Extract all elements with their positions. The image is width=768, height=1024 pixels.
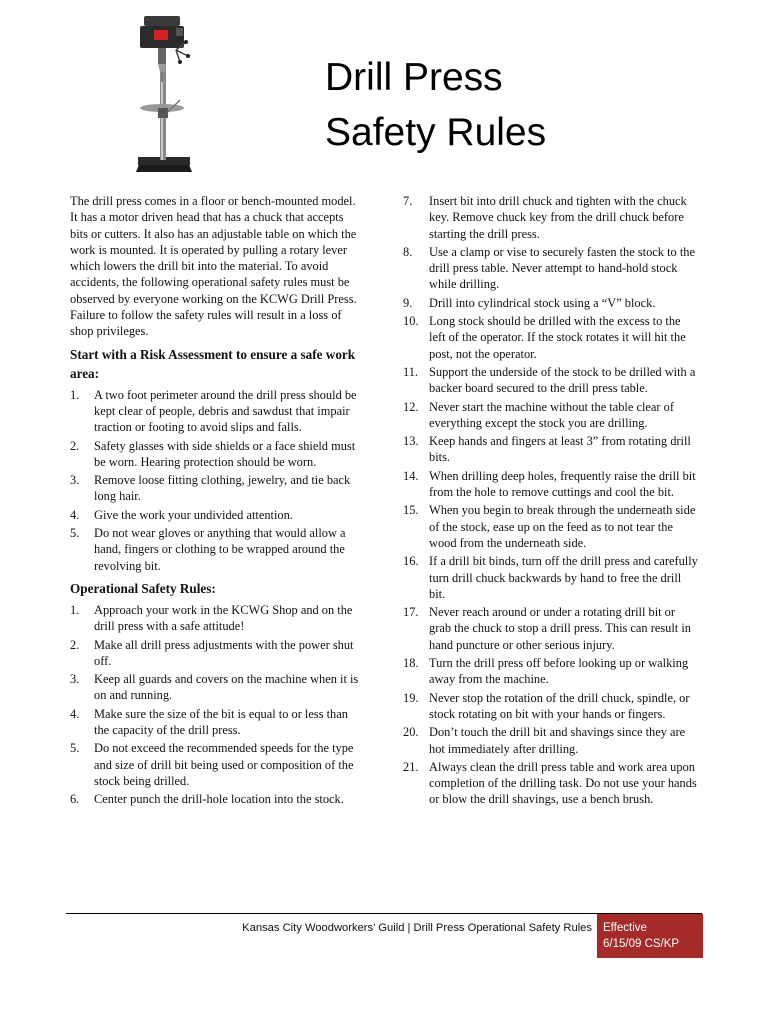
operational-rules-heading: Operational Safety Rules: <box>70 580 216 596</box>
effective-label: Effective <box>603 922 647 934</box>
drill-press-icon <box>118 12 210 180</box>
risk-assessment-heading: Start with a Risk Assessment to ensure a safe work area: <box>70 346 356 381</box>
title-line-1: Drill Press <box>325 56 503 99</box>
intro-paragraph: The drill press comes in a floor or bench-mounted model. It has a motor driven head that has a chuck that accepts bits or cutters. It also has an adjustable table on which the work is mounted. It is operated by pulling a rotary lever which lowers the drill bit into the material. To avoid accidents, the following operational safety rules must be observed by everyone working on the KCWG Drill Press. Failure to follow the safety rules will result in a loss of shop privileges. <box>70 194 357 339</box>
list-item: 1. Approach your work in the KCWG Shop and on the drill press with a safe attitude! <box>70 602 353 634</box>
list-item: 16. If a drill bit binds, turn off the drill press and carefully turn drill chuck backwards by hand to free the drill bit. <box>403 554 698 601</box>
list-item: 17. Never reach around or under a rotating drill bit or grab the chuck to stop a drill press. This can result in hand puncture or other serious injury. <box>403 605 691 652</box>
title-line-2: Safety Rules <box>325 111 547 154</box>
list-item: 12. Never start the machine without the table clear of everything except the stock you are drilling. <box>403 399 674 430</box>
list-item: 10. Long stock should be drilled with the excess to the left of the operator. If the stock rotates it will hit the post, not the operator. <box>403 314 686 361</box>
list-item: 11. Support the underside of the stock to be drilled with a backer board secured to the drill press table. <box>403 364 696 396</box>
list-item: 3. Keep all guards and covers on the machine when it is on and running. <box>70 672 359 703</box>
list-item: 14. When drilling deep holes, frequently raise the drill bit from the hole to remove cuttings and cool the bit. <box>403 468 696 500</box>
list-item: 13. Keep hands and fingers at least 3” from rotating drill bits. <box>403 434 691 465</box>
list-item: 2. Make all drill press adjustments with the power shut off. <box>70 637 354 668</box>
list-item: 5. Do not exceed the recommended speeds for the type and size of drill bit being used or composition of the stock being drilled. <box>70 741 354 788</box>
list-item: 8. Use a clamp or vise to securely fasten the stock to the drill press table. Never attempt to hand-hold stock while drilling. <box>403 244 695 292</box>
list-item: 2. Safety glasses with side shields or a face shield must be worn. Hearing protection should be worn. <box>70 438 356 469</box>
list-item: 19. Never stop the rotation of the drill chuck, spindle, or stock rotating on bit with your hands or fingers. <box>403 690 690 721</box>
list-item: 20. Don’t touch the drill bit and shavings since they are hot immediately after drilling. <box>403 725 686 756</box>
operational-rules-list-part-2 <box>403 193 698 808</box>
operational-rules-list-part-1 <box>70 602 362 808</box>
list-item: 7. Insert bit into drill chuck and tighten with the chuck key. Remove chuck key from the drill chuck before starting the drill press. <box>403 194 687 241</box>
effective-date: 6/15/09 CS/KP <box>603 938 680 950</box>
list-item: 15. When you begin to break through the underneath side of the stock, ease up on the feed as to not tear the wood from the underneath side. <box>403 503 696 550</box>
page-title <box>325 50 546 160</box>
list-item: 9. Drill into cylindrical stock using a “V” block. <box>403 295 656 310</box>
list-item: 4. Make sure the size of the bit is equal to or less than the capacity of the drill press. <box>70 706 348 738</box>
effective-date-badge <box>597 914 703 958</box>
list-item: 4. Give the work your undivided attention. <box>70 507 293 522</box>
right-column <box>403 193 698 810</box>
list-item: 6. Center punch the drill-hole location into the stock. <box>70 792 344 807</box>
list-item: 3. Remove loose fitting clothing, jewelry, and tie back long hair. <box>70 473 351 504</box>
risk-assessment-list <box>70 387 362 574</box>
left-column <box>70 193 362 810</box>
list-item: 1. A two foot perimeter around the drill press should be kept clear of people, debris and sawdust that impair traction or footing to avoid slips and falls. <box>70 387 357 435</box>
list-item: 18. Turn the drill press off before looking up or walking away from the machine. <box>403 656 689 687</box>
list-item: 21. Always clean the drill press table and work area upon completion of the drilling task. Do not use your hands or blow the drill shavings, use a bench brush. <box>403 759 697 807</box>
footer-title: Kansas City Woodworkers’ Guild | Drill Press Operational Safety Rules <box>242 922 592 934</box>
list-item: 5. Do not wear gloves or anything that would allow a hand, fingers or clothing to be wrapped around the revolving bit. <box>70 526 346 573</box>
